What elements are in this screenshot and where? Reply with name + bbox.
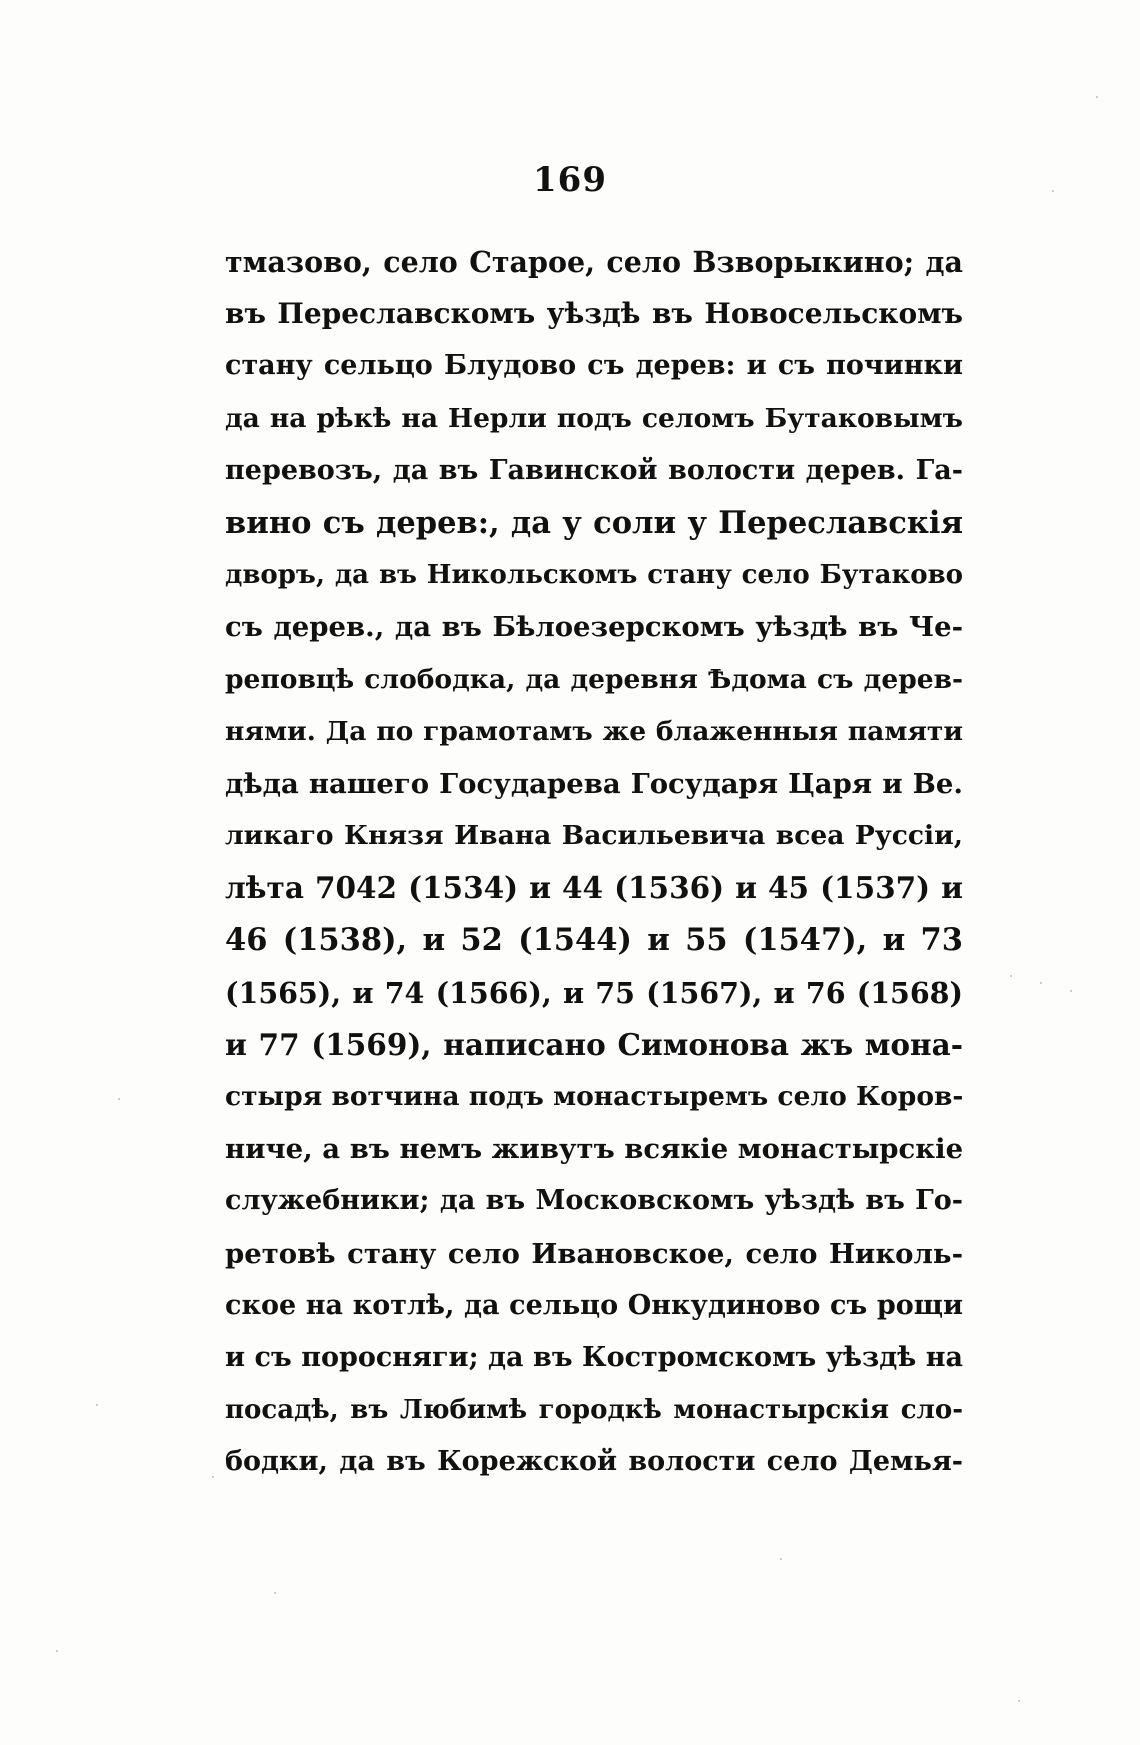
text-line: реповцѣ слободка, да деревня Ѣдома съ дерев- [225, 663, 963, 695]
scan-speck [1040, 982, 1042, 984]
scan-speck [56, 1650, 58, 1652]
scan-speck [118, 1098, 120, 1100]
text-line: съ дерев., да въ Бѣлоезерскомъ уѣздѣ въ Че- [225, 611, 963, 644]
text-line: стыря вотчина подъ монастыремъ село Коров- [225, 1081, 963, 1112]
text-line: и 77 (1569), написано Симонова жъ мона- [225, 1026, 963, 1062]
page-number: 169 [533, 160, 607, 200]
text-line: да на рѣкѣ на Нерли подъ селомъ Бутаковымъ [225, 402, 963, 434]
text-line: нями. Да по грамотамъ же блаженныя памяти [225, 715, 963, 747]
text-line: въ Переславскомъ уѣздѣ въ Новосельскомъ [225, 297, 963, 331]
scan-speck [1096, 96, 1098, 98]
text-line: дворъ, да въ Никольскомъ стану село Бутаково [225, 560, 963, 591]
scan-speck [212, 1476, 214, 1478]
text-line: посадѣ, въ Любимѣ городкѣ монастырскія сло- [225, 1395, 963, 1426]
text-line: вино съ дерев:, да у соли у Переславскія [225, 504, 963, 541]
text-line: дѣда нашего Государева Государя Царя и Ве. [225, 767, 963, 800]
text-line: тмазово, село Старое, село Взворыкино; да [225, 245, 963, 279]
text-line: служебники; да въ Московскомъ уѣздѣ въ Го- [225, 1185, 963, 1217]
text-line: ретовѣ стану село Ивановское, село Николь- [225, 1237, 963, 1270]
scan-speck [780, 1558, 782, 1560]
scan-speck [274, 1592, 276, 1594]
text-line: перевозъ, да въ Гавинской волости дерев. Га- [225, 454, 963, 486]
text-line: ликаго Князя Ивана Васильевича всеа Руссіи, [225, 820, 963, 852]
scan-speck [96, 1404, 98, 1406]
text-line: ское на котлѣ, да сельцо Онкудиново съ рощи [225, 1289, 963, 1321]
scan-speck [1052, 190, 1054, 192]
text-line: стану сельцо Блудово съ дерев: и съ починки [225, 350, 963, 382]
text-line: 46 (1538), и 52 (1544) и 55 (1547), и 73 [225, 922, 963, 959]
text-line: (1565), и 74 (1566), и 75 (1567), и 76 (1568) [225, 975, 963, 1010]
scan-speck [1070, 990, 1072, 992]
text-line: ниче, а въ немъ живутъ всякіе монастырскіе [225, 1133, 963, 1166]
scan-speck [1010, 975, 1012, 977]
body-text [225, 236, 963, 1489]
scan-speck [1018, 1700, 1020, 1702]
text-line: лѣта 7042 (1534) и 44 (1536) и 45 (1537) и [225, 870, 963, 906]
text-line: бодки, да въ Корежской волости село Демья- [225, 1446, 963, 1478]
text-line: и съ поросняги; да въ Костромскомъ уѣздѣ на [225, 1341, 963, 1373]
